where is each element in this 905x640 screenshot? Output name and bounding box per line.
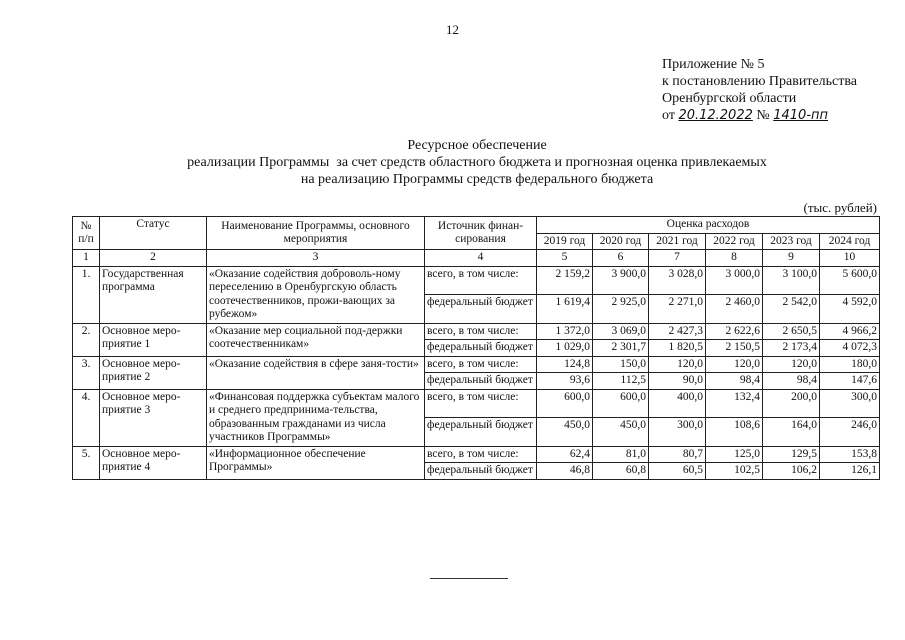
row-total-value: 5 600,0 xyxy=(820,266,880,295)
row-fed-value: 106,2 xyxy=(763,463,820,480)
row-total-value: 129,5 xyxy=(763,446,820,463)
row-fed-value: 450,0 xyxy=(537,418,593,447)
row-total-value: 3 028,0 xyxy=(649,266,706,295)
appendix-line-2: к постановлению Правительства xyxy=(662,74,858,89)
col-number: 5 xyxy=(537,250,593,267)
col-number: 8 xyxy=(706,250,763,267)
header-name: Наименование Программы, основного мероприятия xyxy=(207,217,425,250)
row-fed-value: 60,5 xyxy=(649,463,706,480)
row-num: 1. xyxy=(73,266,100,323)
col-number: 9 xyxy=(763,250,820,267)
row-source-total: всего, в том числе: xyxy=(425,389,537,418)
row-total-value: 3 900,0 xyxy=(593,266,649,295)
row-fed-value: 246,0 xyxy=(820,418,880,447)
row-status: Основное меро-приятие 4 xyxy=(100,446,207,479)
col-number: 2 xyxy=(100,250,207,267)
table-row xyxy=(73,323,880,340)
row-name: «Оказание мер социальной под-держки соотечественникам» xyxy=(207,323,425,356)
row-name: «Оказание содействия доброволь-ному переселению в Оренбургскую область соотечественников, прожи-вающих за рубежом» xyxy=(207,266,425,323)
row-fed-value: 60,8 xyxy=(593,463,649,480)
header-source: Источник финан-сирования xyxy=(425,217,537,250)
title-line-3: на реализацию Программы средств федерального бюджета xyxy=(300,172,654,187)
row-total-value: 600,0 xyxy=(593,389,649,418)
row-fed-value: 98,4 xyxy=(763,373,820,390)
appendix-block xyxy=(662,56,857,124)
row-num: 5. xyxy=(73,446,100,479)
row-source-federal: федеральный бюджет xyxy=(425,373,537,390)
col-number: 10 xyxy=(820,250,880,267)
row-fed-value: 108,6 xyxy=(706,418,763,447)
header-year: 2024 год xyxy=(820,233,880,250)
row-status: Основное меро-приятие 1 xyxy=(100,323,207,356)
number-prefix: № xyxy=(756,108,770,123)
row-fed-value: 112,5 xyxy=(593,373,649,390)
row-total-value: 1 372,0 xyxy=(537,323,593,340)
title-line-1: Ресурсное обеспечение xyxy=(407,138,547,153)
header-status: Статус xyxy=(100,217,207,250)
col-number: 6 xyxy=(593,250,649,267)
row-total-value: 4 966,2 xyxy=(820,323,880,340)
row-total-value: 3 000,0 xyxy=(706,266,763,295)
header-year: 2022 год xyxy=(706,233,763,250)
row-num: 3. xyxy=(73,356,100,389)
handwritten-date: 20.12.2022 xyxy=(678,108,753,123)
row-total-value: 120,0 xyxy=(706,356,763,373)
appendix-date-line xyxy=(662,107,857,124)
footer-divider xyxy=(430,578,508,579)
row-source-total: всего, в том числе: xyxy=(425,266,537,295)
header-year: 2019 год xyxy=(537,233,593,250)
row-total-value: 150,0 xyxy=(593,356,649,373)
col-number: 4 xyxy=(425,250,537,267)
row-fed-value: 98,4 xyxy=(706,373,763,390)
row-total-value: 80,7 xyxy=(649,446,706,463)
header-year: 2021 год xyxy=(649,233,706,250)
row-fed-value: 2 925,0 xyxy=(593,295,649,324)
row-total-value: 400,0 xyxy=(649,389,706,418)
row-fed-value: 2 542,0 xyxy=(763,295,820,324)
row-total-value: 2 427,3 xyxy=(649,323,706,340)
row-fed-value: 147,6 xyxy=(820,373,880,390)
col-number: 1 xyxy=(73,250,100,267)
row-status: Основное меро-приятие 3 xyxy=(100,389,207,446)
table-body xyxy=(73,266,880,479)
row-total-value: 300,0 xyxy=(820,389,880,418)
table-row xyxy=(73,356,880,373)
date-prefix: от xyxy=(662,108,675,123)
row-total-value: 180,0 xyxy=(820,356,880,373)
row-source-federal: федеральный бюджет xyxy=(425,463,537,480)
header-year: 2020 год xyxy=(593,233,649,250)
title-line-2: реализации Программы за счет средств областного бюджета и прогнозная оценка привлекаемых xyxy=(187,155,767,170)
row-source-federal: федеральный бюджет xyxy=(425,295,537,324)
resource-table xyxy=(72,216,880,480)
row-total-value: 3 100,0 xyxy=(763,266,820,295)
row-fed-value: 46,8 xyxy=(537,463,593,480)
row-fed-value: 2 460,0 xyxy=(706,295,763,324)
row-total-value: 2 159,2 xyxy=(537,266,593,295)
row-total-value: 125,0 xyxy=(706,446,763,463)
row-total-value: 3 069,0 xyxy=(593,323,649,340)
row-fed-value: 2 301,7 xyxy=(593,340,649,357)
row-source-total: всего, в том числе: xyxy=(425,446,537,463)
row-total-value: 124,8 xyxy=(537,356,593,373)
row-source-federal: федеральный бюджет xyxy=(425,418,537,447)
row-fed-value: 2 150,5 xyxy=(706,340,763,357)
row-total-value: 120,0 xyxy=(649,356,706,373)
row-num: 4. xyxy=(73,389,100,446)
column-number-row xyxy=(73,250,880,267)
row-num: 2. xyxy=(73,323,100,356)
row-fed-value: 1 619,4 xyxy=(537,295,593,324)
row-fed-value: 2 271,0 xyxy=(649,295,706,324)
header-num: № п/п xyxy=(73,217,100,250)
col-number: 7 xyxy=(649,250,706,267)
document-title xyxy=(0,137,905,188)
table-row xyxy=(73,446,880,463)
row-fed-value: 2 173,4 xyxy=(763,340,820,357)
table-row xyxy=(73,389,880,418)
row-name: «Оказание содействия в сфере заня-тости» xyxy=(207,356,425,389)
row-total-value: 81,0 xyxy=(593,446,649,463)
row-total-value: 132,4 xyxy=(706,389,763,418)
row-fed-value: 450,0 xyxy=(593,418,649,447)
row-status: Государственная программа xyxy=(100,266,207,323)
row-source-total: всего, в том числе: xyxy=(425,356,537,373)
row-fed-value: 90,0 xyxy=(649,373,706,390)
row-status: Основное меро-приятие 2 xyxy=(100,356,207,389)
row-total-value: 62,4 xyxy=(537,446,593,463)
row-source-total: всего, в том числе: xyxy=(425,323,537,340)
row-name: «Финансовая поддержка субъектам малого и среднего предпринима-тельства, образованным гражданами из числа участников Программы» xyxy=(207,389,425,446)
page-number: 12 xyxy=(446,22,459,37)
row-fed-value: 126,1 xyxy=(820,463,880,480)
table-row xyxy=(73,266,880,295)
row-fed-value: 102,5 xyxy=(706,463,763,480)
row-total-value: 200,0 xyxy=(763,389,820,418)
units-label: (тыс. рублей) xyxy=(803,200,877,215)
row-fed-value: 300,0 xyxy=(649,418,706,447)
row-fed-value: 4 072,3 xyxy=(820,340,880,357)
appendix-line-1: Приложение № 5 xyxy=(662,57,765,72)
row-total-value: 153,8 xyxy=(820,446,880,463)
row-total-value: 600,0 xyxy=(537,389,593,418)
col-number: 3 xyxy=(207,250,425,267)
handwritten-number: 1410-пп xyxy=(773,108,829,123)
row-total-value: 120,0 xyxy=(763,356,820,373)
row-name: «Информационное обеспечение Программы» xyxy=(207,446,425,479)
row-source-federal: федеральный бюджет xyxy=(425,340,537,357)
row-fed-value: 1 029,0 xyxy=(537,340,593,357)
row-total-value: 2 650,5 xyxy=(763,323,820,340)
row-fed-value: 4 592,0 xyxy=(820,295,880,324)
header-year: 2023 год xyxy=(763,233,820,250)
row-total-value: 2 622,6 xyxy=(706,323,763,340)
appendix-line-3: Оренбургской области xyxy=(662,91,797,106)
row-fed-value: 1 820,5 xyxy=(649,340,706,357)
row-fed-value: 164,0 xyxy=(763,418,820,447)
header-estimate: Оценка расходов xyxy=(537,217,880,234)
row-fed-value: 93,6 xyxy=(537,373,593,390)
